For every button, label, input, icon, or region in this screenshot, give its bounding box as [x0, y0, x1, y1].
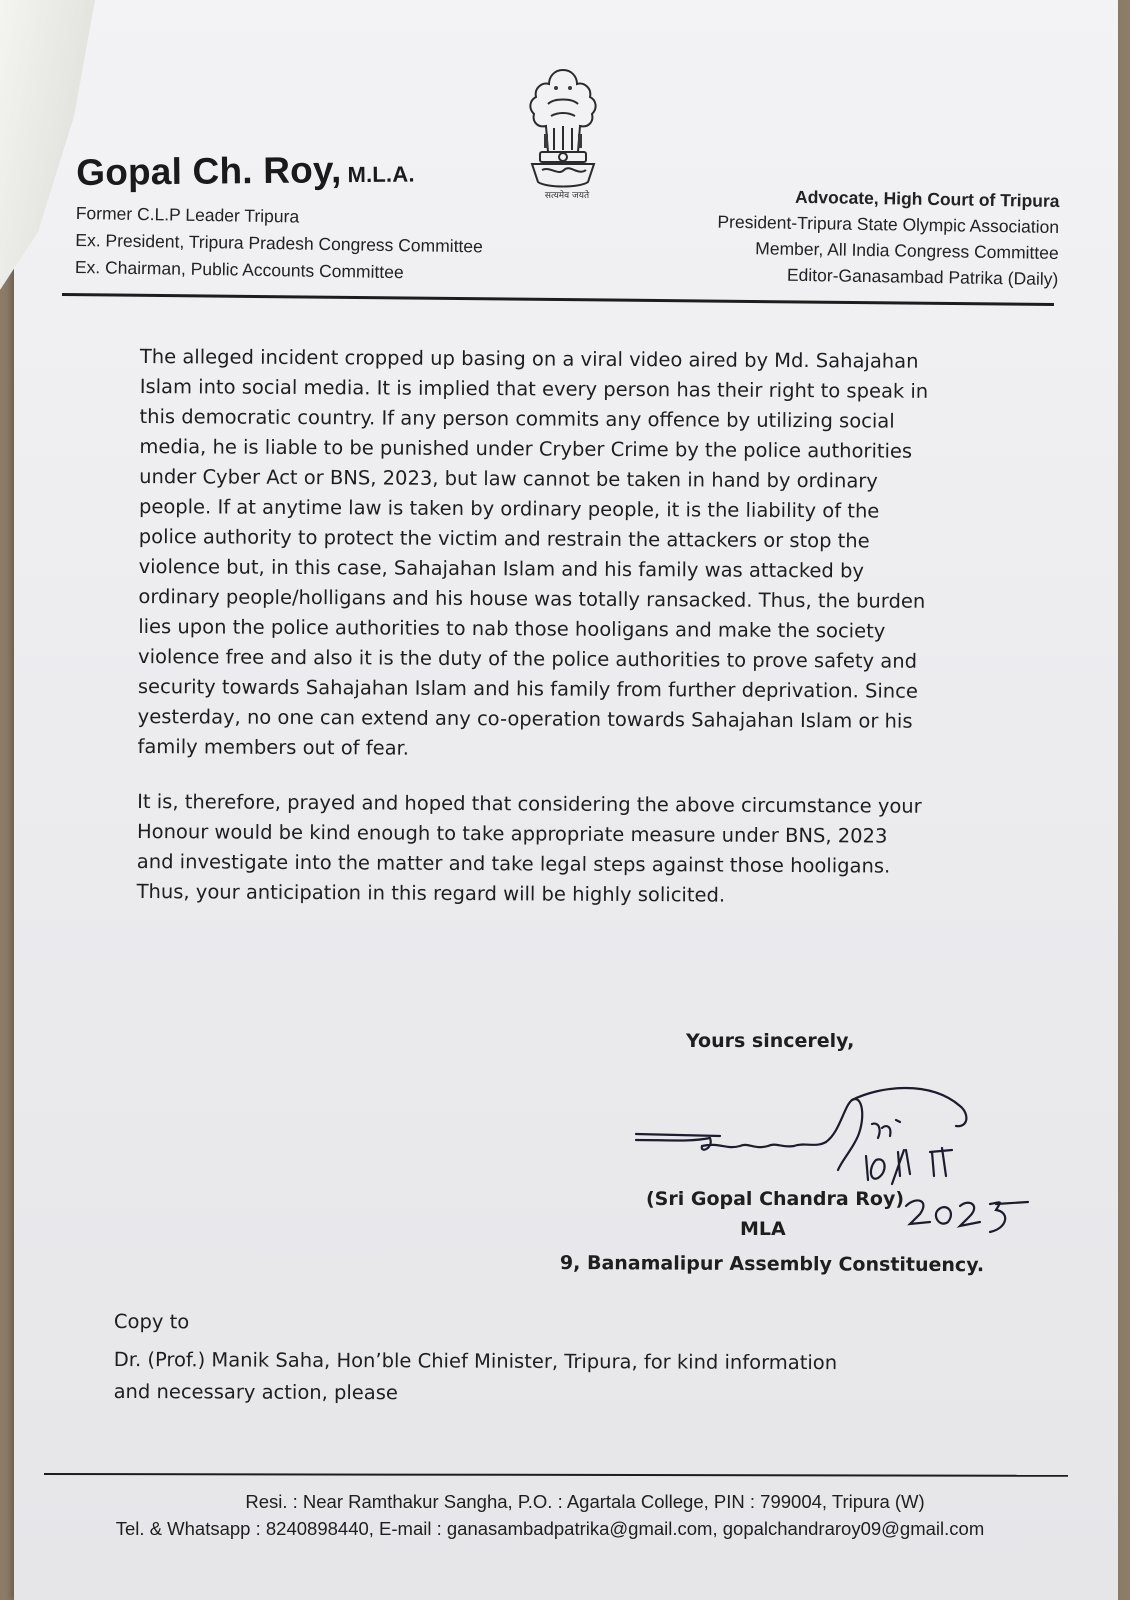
- copy-to-section: [114, 1306, 874, 1411]
- letter-footer: [30, 1488, 1070, 1542]
- signatory-name: (Sri Gopal Chandra Roy): [646, 1188, 905, 1210]
- letterhead-right-block: [717, 183, 1060, 292]
- letterhead-right-line: President-Tripura State Olympic Association: [717, 211, 1060, 237]
- letterhead-right-line: Advocate, High Court of Tripura: [795, 186, 1060, 211]
- letter-body: [137, 342, 930, 912]
- footer-address: Resi. : Near Ramthakur Sangha, P.O. : Agartala College, PIN : 799004, Tripura (W): [245, 1491, 925, 1512]
- letterhead-suffix: M.L.A.: [347, 161, 415, 188]
- letterhead-left-block: [75, 200, 484, 287]
- letterhead-left-line: Ex. Chairman, Public Accounts Committee: [74, 256, 404, 283]
- copy-to-heading: Copy to: [113, 1310, 190, 1334]
- emblem-motto: सत्यमेव जयते: [544, 191, 590, 201]
- letterhead-name-text: Gopal Ch. Roy,: [76, 149, 342, 193]
- copy-to-text: Dr. (Prof.) Manik Saha, Hon’ble Chief Minister, Tripura, for kind information and necessary action, please: [113, 1347, 838, 1405]
- letterhead-right-line: Editor-Ganasambad Patrika (Daily): [787, 264, 1059, 289]
- signatory-constituency: 9, Banamalipur Assembly Constituency.: [559, 1252, 985, 1277]
- letterhead-right-line: Member, All India Congress Committee: [755, 238, 1060, 263]
- body-paragraph: The alleged incident cropped up basing on a viral video aired by Md. Sahajahan Islam into social media. It is implied that every person has their right to speak in this democratic country. If any person commits any offence by utilizing social media, he is liable to be punished under Cryber Crime by the police authorities under Cyber Act or BNS, 2023, but law cannot be taken in hand by ordinary people. If at anytime law is taken by ordinary people, it is the liability of the police authority to protect the victim and restrain the attackers or stop the violence but, in this case, Sahajahan Islam and his family was attacked by ordinary people/holligans and his house was totally ransacked. Thus, the burden lies upon the police authorities to nab those hooligans and make the society violence free and also it is the duty of the police authorities to prove safety and security towards Sahajahan Islam and his family from further deprivation. Since yesterday, no one can extend any co-operation towards Sahajahan Islam or his family members out of fear.: [137, 344, 929, 760]
- letterhead-name: [76, 148, 415, 194]
- handwritten-signature: [630, 1076, 1050, 1256]
- letterhead-left-line: Ex. President, Tripura Pradesh Congress Committee: [75, 229, 484, 257]
- national-emblem-icon: [518, 64, 608, 202]
- footer-contact: Tel. & Whatsapp : 8240898440, E-mail : ganasambadpatrika@gmail.com, gopalchandraroy09@gmail.com: [115, 1518, 985, 1539]
- closing-salutation: Yours sincerely,: [686, 1030, 855, 1052]
- letterhead-left-line: Former C.L.P Leader Tripura: [75, 202, 300, 227]
- body-paragraph: It is, therefore, prayed and hoped that considering the above circumstance your Honour would be kind enough to take appropriate measure under BNS, 2023 and investigate into the matter and take legal steps against those hooligans. Thus, your anticipation in this regard will be highly solicited.: [136, 789, 922, 907]
- signatory-designation: MLA: [740, 1218, 786, 1240]
